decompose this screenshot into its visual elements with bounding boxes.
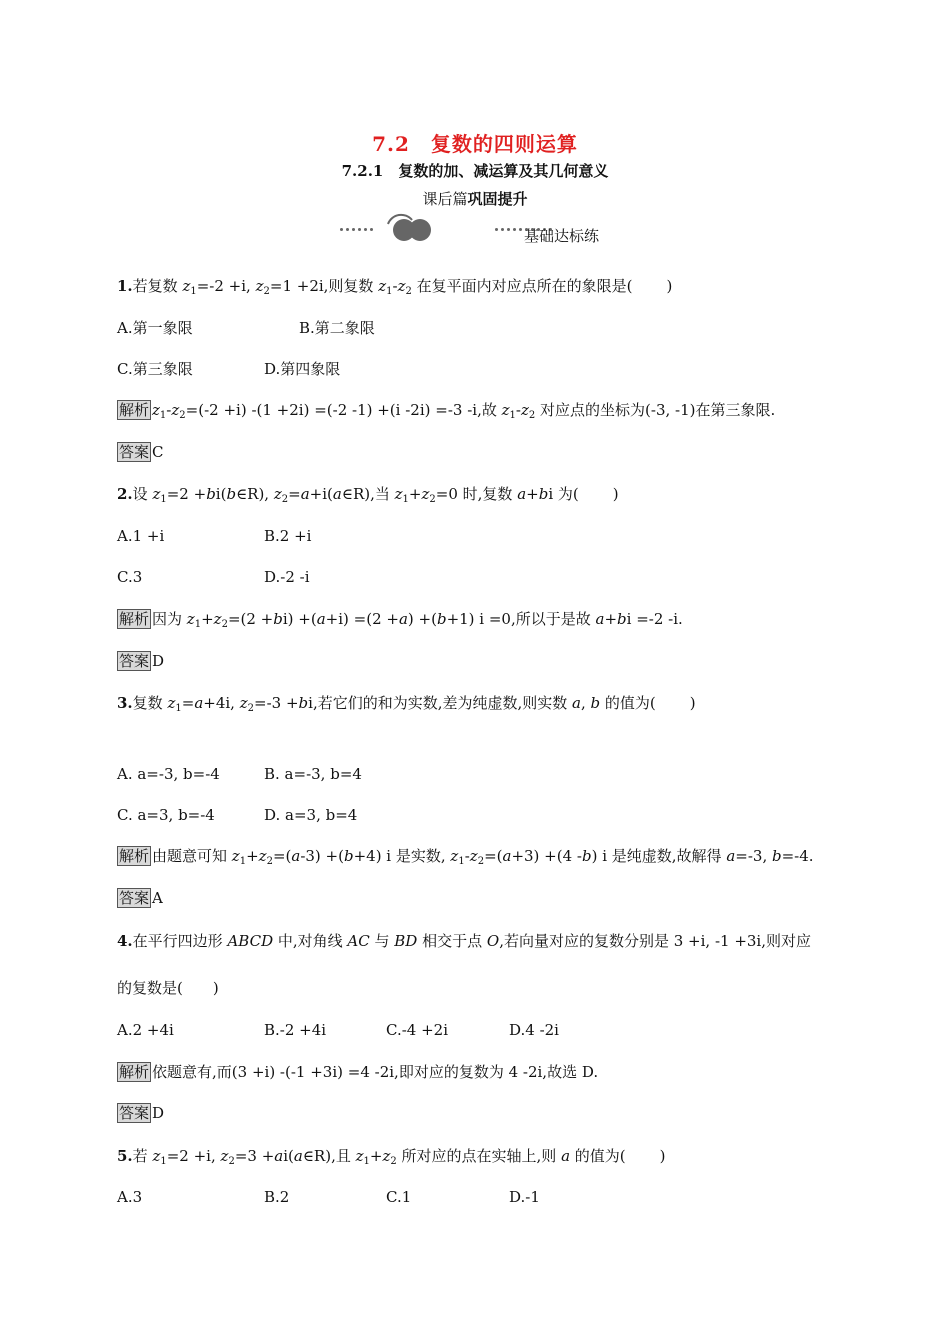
question-5-stem: 5.若 $z_1=2 +i$, $z_2=3$ +ai(a∈R),且 $z_1+z_2$ 所对应的点在实轴上,则 a 的值为( ) — [117, 1147, 666, 1167]
q1-option-d: D.第四象限 — [264, 360, 341, 378]
q5-option-d: D.-1 — [509, 1188, 540, 1206]
q3-option-b: B. a=-3, b=4 — [264, 765, 362, 783]
answer-tag: 答案 — [119, 652, 150, 670]
q2-option-c: C.3 — [117, 568, 143, 586]
q4-option-a: A.2 +4i — [117, 1021, 174, 1039]
q2-option-d: D.-2 -i — [264, 568, 310, 586]
q1-option-c: C.第三象限 — [117, 360, 193, 378]
page-title: 7.2 复数的四则运算 — [372, 132, 578, 156]
q2-answer: 答案 D — [119, 652, 165, 670]
banner-label: 基础达标练 — [524, 227, 600, 245]
q5-option-b: B.2 — [264, 1188, 290, 1206]
q4-answer: 答案 D — [119, 1104, 165, 1122]
question-3-stem: 3.复数 $z_1=a+4i$, $z_2=-3 +bi$,若它们的和为实数,差为纯虚数,则实数 a, b 的值为( ) — [117, 694, 696, 714]
q4-option-b: B.-2 +4i — [264, 1021, 327, 1039]
q3-answer: 答案 A — [119, 889, 163, 907]
analysis-tag: 解析 — [119, 401, 150, 419]
q4-analysis: 解析 依题意有,而(3 +i) -(-1 +3i) =4 -2i,即对应的复数为 4 -2i,故选 D. — [119, 1063, 599, 1081]
analysis-tag: 解析 — [119, 847, 150, 865]
question-2-stem: 2.设 $z_1=2$ +bi(b∈R), $z_2=a+i(a\in R)$,当 $z_1+z_2=0$ 时,复数 a+bi 为( ) — [117, 485, 619, 505]
q3-option-d: D. a=3, b=4 — [264, 806, 358, 824]
answer-tag: 答案 — [119, 889, 150, 907]
q1-answer: 答案 C — [119, 443, 164, 461]
twin-circles-icon — [382, 212, 438, 246]
question-1-stem: 1.若复数 $z_1=-2 +i$, $z_2=1 +2i$,则复数 $z_1-z_2$ 在复平面内对应点所在的象限是( ) — [117, 277, 673, 297]
q2-option-b: B.2 +i — [264, 527, 312, 545]
answer-tag: 答案 — [119, 443, 150, 461]
q5-option-a: A.3 — [117, 1188, 143, 1206]
answer-tag: 答案 — [119, 1104, 150, 1122]
q3-option-c: C. a=3, b=-4 — [117, 806, 215, 824]
q4-option-c: C.-4 +2i — [386, 1021, 448, 1039]
q5-option-c: C.1 — [386, 1188, 412, 1206]
q2-analysis: 解析 因为 $z_1+z_2=(2 +bi) +(a+i) =(2 +a) +(b+1)$ i =0,所以于是故 a+bi =-2 -i. — [119, 610, 683, 630]
subtitle: 7.2.1 复数的加、减运算及其几何意义 — [341, 162, 609, 180]
question-4-stem-line-2: 的复数是( ) — [117, 979, 219, 997]
dots-left-icon — [340, 228, 373, 232]
q1-option-b: B.第二象限 — [299, 319, 375, 337]
q4-option-d: D.4 -2i — [509, 1021, 559, 1039]
q1-analysis: 解析 $z_1-z_2=(-2 +i)$ -(1 +2i) =(-2 -1) +(i -2i) =-3 -i,故 $z_1-z_2$ 对应点的坐标为(-3, -1)在第三象限. — [119, 401, 776, 421]
analysis-tag: 解析 — [119, 610, 150, 628]
q1-option-a: A.第一象限 — [117, 319, 193, 337]
section-prefix: 课后篇 — [422, 190, 468, 208]
section-bold: 巩固提升 — [467, 190, 528, 208]
analysis-tag: 解析 — [119, 1063, 150, 1081]
q2-option-a: A.1 +i — [117, 527, 165, 545]
question-4-stem-line-1: 4.在平行四边形 ABCD 中,对角线 AC 与 BD 相交于点 O,若向量对应的复数分别是 3 +i, -1 +3i,则对应 — [117, 932, 811, 950]
q3-option-a: A. a=-3, b=-4 — [117, 765, 220, 783]
section-heading — [0, 188, 950, 209]
q3-analysis: 解析 由题意可知 $z_1+z_2=(a-3) +(b+4)$ i 是实数, $z_1-z_2=(a+3) +(4$ -b) i 是纯虚数,故解得 a=-3, b=-4. — [119, 847, 814, 867]
